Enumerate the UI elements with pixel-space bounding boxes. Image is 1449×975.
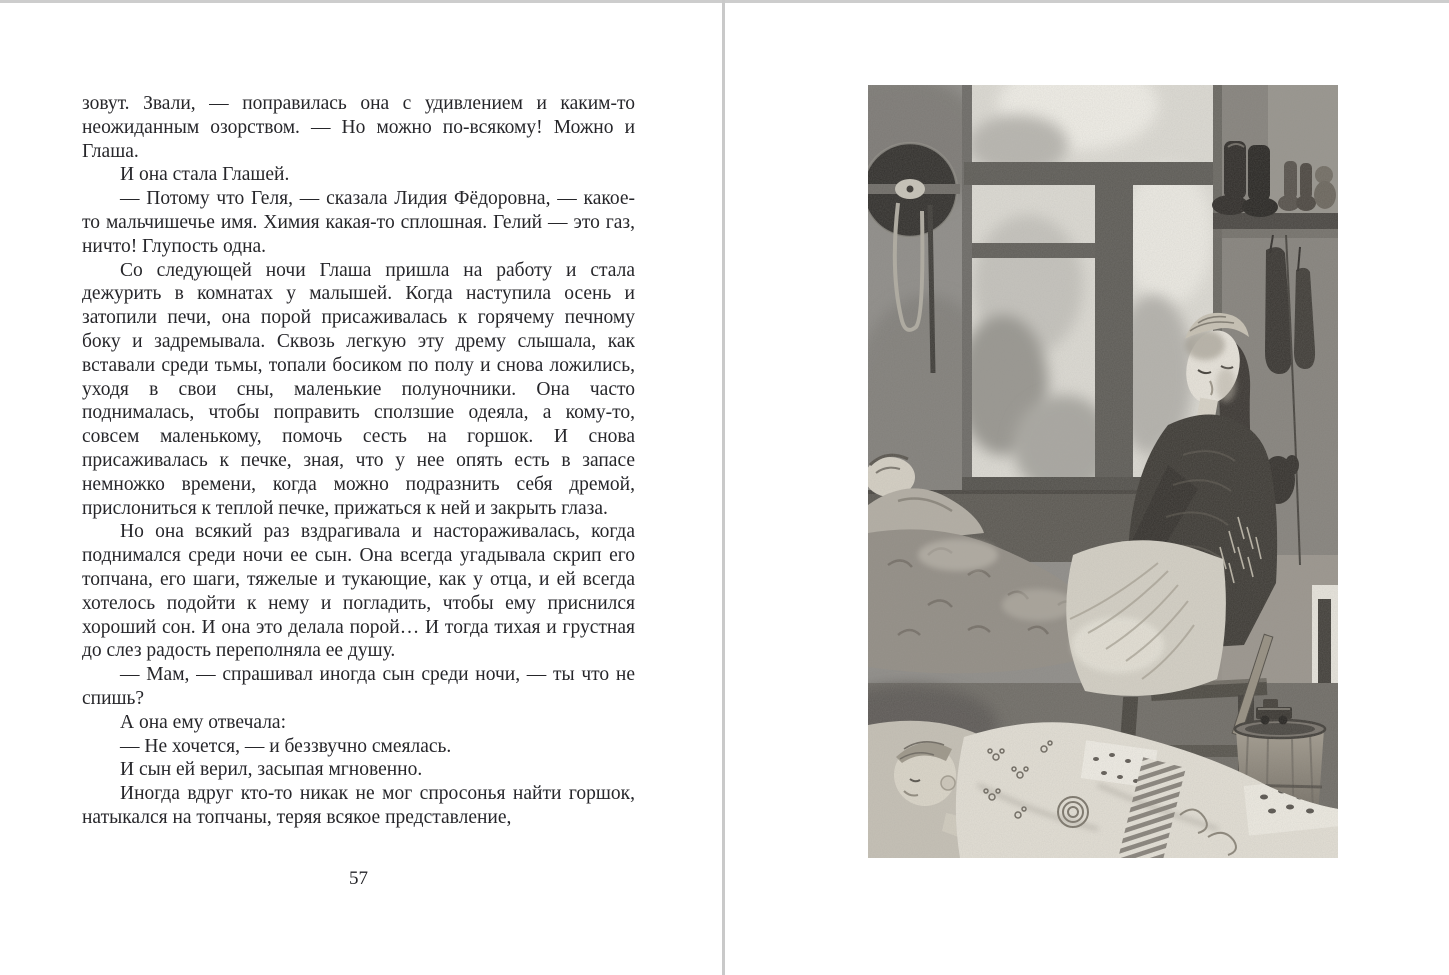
- left-page: [0, 0, 722, 975]
- paragraph: Но она всякий раз вздрагивала и настораживалась, когда поднимался среди ночи ее сын. Она всегда угадывала скрип его топчана, его шаги, тяжелые и тукающие, как у отца, и ей всегда хотелось подойти к нему и погладить, чтобы ему приснился хороший сон. И она это делала порой… И тогда тихая и грустная до слез радость переполняла ее душу.: [82, 521, 635, 662]
- right-page: [725, 0, 1449, 975]
- paragraph: Со следующей ночи Глаша пришла на работу и стала дежурить в комнатах у малышей. Когда наступила осень и затопили печи, она порой присаживалась к горячему печному боку и задремывала. Сквозь легкую эту дрему слышала, как вставали среди тьмы, топали босиком по полу и снова ложились, уходя в свои сны, маленькие полуночники. Она часто поднималась, чтобы поправить сползшие одеяла, а кому-то, совсем маленькому, помочь сесть на горшок. И снова присаживалась к печке, зная, что у нее опять есть в запасе немножко времени, когда можно подразнить себя дремой, прислониться к теплой печке, прижаться к ней и закрыть глаза.: [82, 259, 635, 519]
- grain-texture: [868, 85, 1338, 858]
- paragraph: А она ему отвечала:: [120, 711, 287, 733]
- paragraph: И сын ей верил, засыпая мгновенно.: [120, 759, 423, 781]
- paragraph: — Мам, — спрашивал иногда сын среди ночи, — ты что не спишь?: [82, 664, 635, 709]
- paragraph: зовут. Звали, — поправилась она с удивлением и каким-то неожиданным озорством. — Но можно по-всякому! Можно и Глаша.: [82, 93, 635, 162]
- paragraph: — Не хочется, — и беззвучно смеялась.: [120, 735, 452, 757]
- book-illustration: [868, 85, 1338, 858]
- page-number: 57: [349, 868, 368, 889]
- paragraph: — Потому что Геля, — сказала Лидия Фёдоровна, — какое-то мальчишечье имя. Химия какая-то сплошная. Гелий — это газ, ничто! Глупость одна.: [82, 188, 635, 257]
- paragraph: И она стала Глашей.: [120, 164, 290, 186]
- text-column: [82, 92, 635, 830]
- paragraph: Иногда вдруг кто-то никак не мог спросонья найти горшок, натыкался на топчаны, теряя всякое представление,: [82, 783, 635, 828]
